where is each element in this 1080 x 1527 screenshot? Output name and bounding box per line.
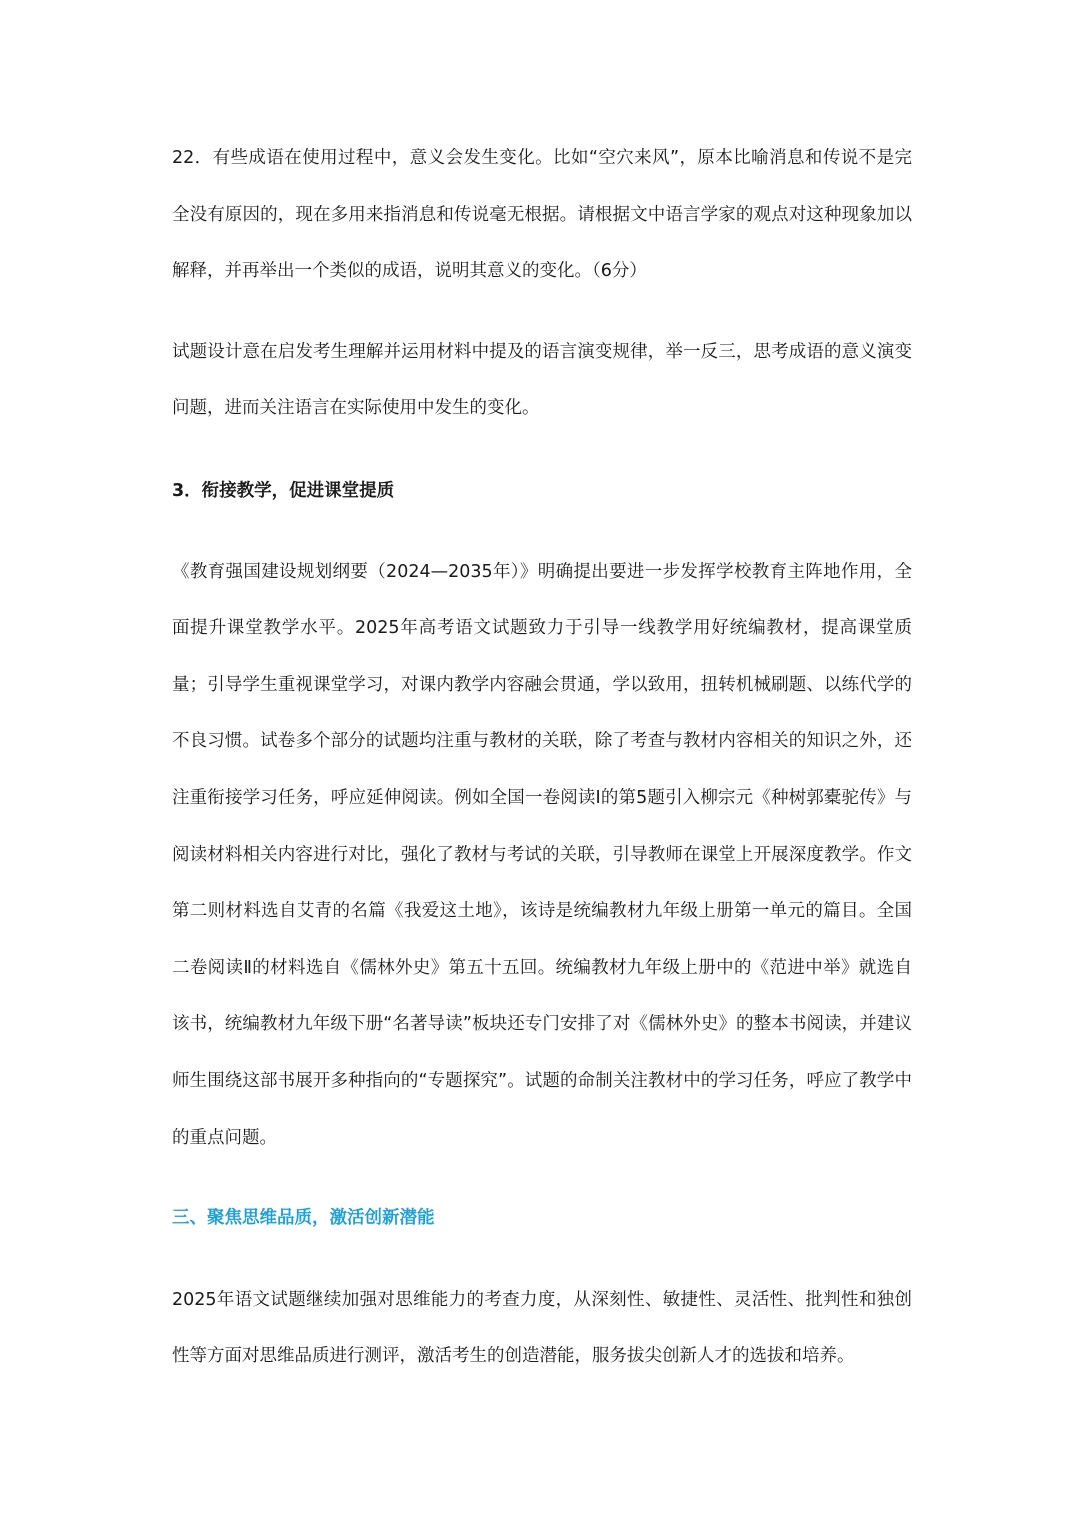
part-3-heading: 三、聚焦思维品质，激活创新潜能 — [172, 1208, 435, 1229]
section-3-body: 《教育强国建设规划纲要（2024—2035年）》明确提出要进一步发挥学校教育主阵地作用，全面提升课堂教学水平。2025年高考语文试题致力于引导一线教学用好统编教材，提高课堂质量；引导学生重视课堂学习，对课内教学内容融会贯通，学以致用，扭转机械刷题、以练代学的不良习惯。试卷多个部分的试题均注重与教材的关联，除了考查与教材内容相关的知识之外，还注重衔接学习任务，呼应延伸阅读。例如全国一卷阅读Ⅰ的第5题引入柳宗元《种树郭橐驼传》与阅读材料相关内容进行对比，强化了教材与考试的关联，引导教师在课堂上开展深度教学。作文第二则材料选自艾青的名篇《我爱这土地》，该诗是统编教材九年级上册第一单元的篇目。全国二卷阅读Ⅱ的材料选自《儒林外史》第五十五回。统编教材九年级上册中的《范进中举》就选自该书，统编教材九年级下册“名著导读”板块还专门安排了对《儒林外史》的整本书阅读，并建议师生围绕这部书展开多种指向的“专题探究”。试题的命制关注教材中的学习任务，呼应了教学中的重点问题。 — [172, 561, 912, 1148]
question-22-paragraph: 22．有些成语在使用过程中，意义会发生变化。比如“空穴来风”，原本比喻消息和传说不是完全没有原因的，现在多用来指消息和传说毫无根据。请根据文中语言学家的观点对这种现象加以解释，并再举出一个类似的成语，说明其意义的变化。（6分） — [172, 148, 912, 282]
design-intent-paragraph: 试题设计意在启发考生理解并运用材料中提及的语言演变规律，举一反三，思考成语的意义演变问题，进而关注语言在实际使用中发生的变化。 — [172, 341, 912, 419]
document-page — [172, 130, 912, 1385]
part-3-body: 2025年语文试题继续加强对思维能力的考查力度，从深刻性、敏捷性、灵活性、批判性和独创性等方面对思维品质进行测评，激活考生的创造潜能，服务拔尖创新人才的选拔和培养。 — [172, 1289, 912, 1367]
section-3-heading: 3．衔接教学，促进课堂提质 — [172, 480, 395, 501]
